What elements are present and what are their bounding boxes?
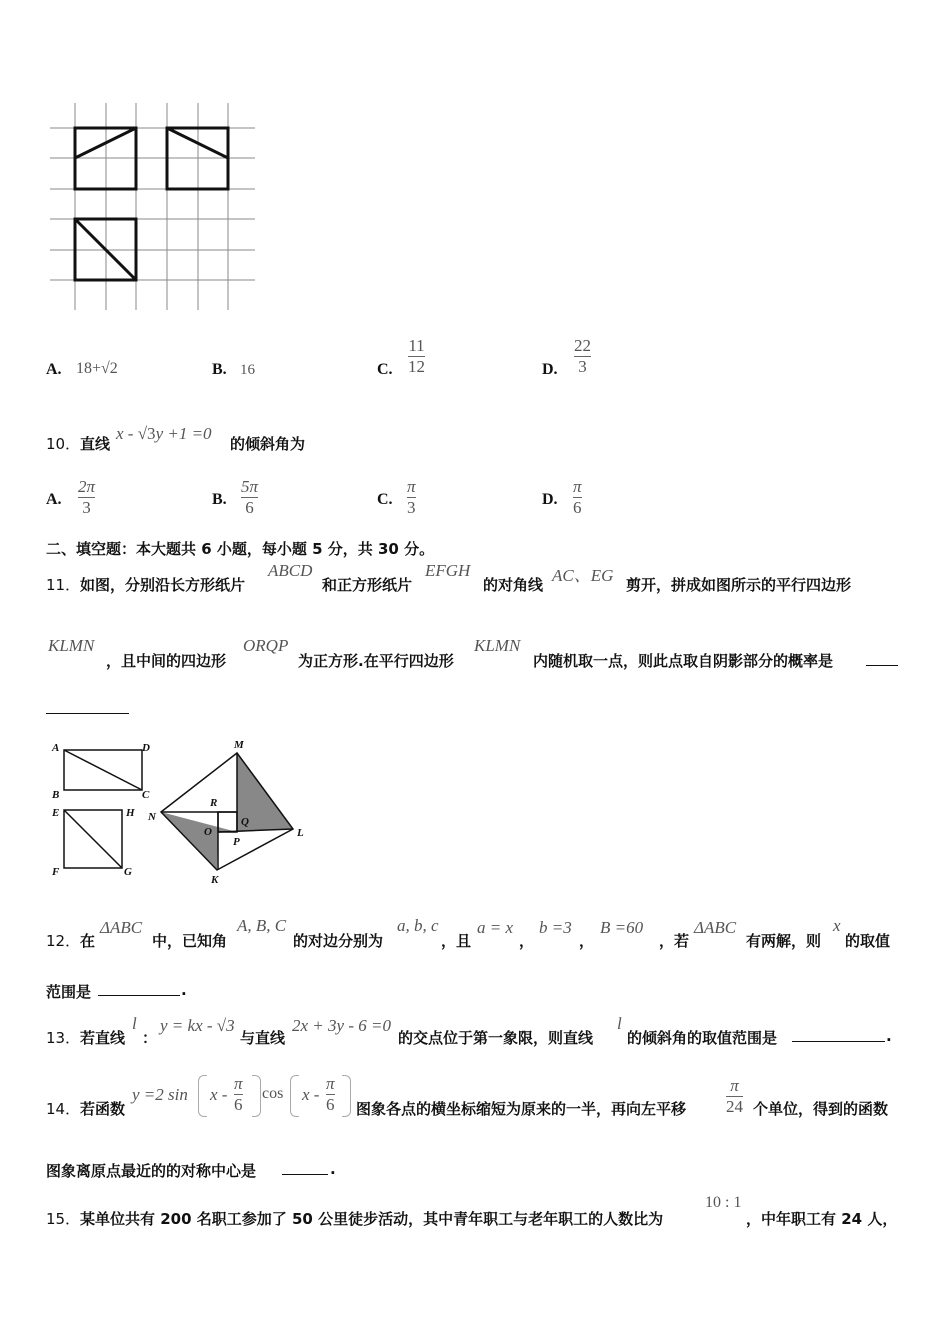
numerator: π [407,477,416,496]
q12-answer-blank[interactable] [98,995,180,996]
q9-grid-figure [40,98,270,313]
paren [198,1075,207,1117]
q12-math: ΔABC [694,918,737,937]
q12-math: b =3 [539,918,572,937]
q11-math: KLMN [48,636,95,655]
q13-math: 2x + 3y - 6 =0 [292,1016,391,1035]
q12-text: 中，已知角 [152,932,228,950]
q10-option-b-label: B. [212,491,227,508]
q11-math: EFGH [425,561,471,580]
q10-eq-part: y +1 =0 [155,424,212,443]
q12-math: a = x [477,918,514,937]
section-heading: 二、填空题：本大题共 6 小题，每小题 5 分，共 30 分。 [46,540,435,558]
q10-option-b-fraction [241,477,258,517]
numerator: π [573,477,582,496]
q12-number: 12． [46,932,81,950]
q10-number: 10． [46,435,81,453]
paren [342,1075,351,1117]
q10-text: 直线 [80,435,111,453]
q11-text: 如图，分别沿长方形纸片 [80,576,246,594]
q11-answer-blank[interactable] [866,665,898,666]
q9-option-b-label: B. [212,361,227,378]
label-L: L [297,827,304,839]
q12-math: A, B, C [237,916,287,935]
q12-text: 有两解，则 [746,932,822,950]
q9-option-d-label: D. [542,361,558,378]
q12-math: x [833,916,841,935]
q12-text: 的取值 [845,932,891,950]
q15-number: 15． [46,1210,81,1228]
q15-text: 某单位共有 200 名职工参加了 50 公里徒步活动，其中青年职工与老年职工的人数比为 [80,1210,664,1228]
q11-math: ABCD [268,561,313,580]
q9-option-c-label: C. [377,361,393,378]
q9-option-a-label: A. [46,361,62,378]
q9-option-c-fraction [408,336,425,376]
q14-number: 14． [46,1100,81,1118]
numerator: 5π [241,477,259,496]
q15-math: 10 : 1 [705,1194,742,1211]
label-F: F [52,866,60,878]
q14-text: 个单位，得到的函数 [753,1100,889,1118]
q9-option-b-value: 16 [240,362,255,378]
label-D: D [142,742,150,754]
q14-func-part: cos [262,1085,284,1102]
label-N: N [148,811,156,823]
numerator: π [326,1074,335,1093]
q10-equation [116,424,212,444]
q12-math: ΔABC [100,918,143,937]
q14-func-part: y =2 sin [132,1085,188,1104]
q14-text: 若函数 [80,1100,126,1118]
q11-figure [44,738,324,888]
q14-answer-blank[interactable] [282,1174,328,1175]
q14-func-part: x - [302,1085,320,1104]
label-B: B [52,789,60,801]
q14-text: . [330,1160,336,1178]
q12-text: ，且 [441,932,472,950]
q11-math: ORQP [243,636,289,655]
q14-func-part: x - [210,1085,228,1104]
q10-option-d-fraction [573,477,582,517]
q14-function [132,1072,350,1122]
q12-text: 范围是 [46,983,92,1001]
q12-text: 的对边分别为 [293,932,384,950]
q13-text: 若直线 [80,1029,126,1047]
denominator: 6 [245,497,254,517]
q10-option-a-label: A. [46,491,62,508]
q12-text: ，若 [659,932,690,950]
q11-text: 的对角线 [483,576,544,594]
label-O: O [204,826,212,838]
label-M: M [234,739,244,751]
label-R: R [210,797,218,809]
label-H: H [126,807,135,819]
q13-math: l [617,1014,622,1033]
q11-math: AC、EG [552,566,614,585]
q13-text: . [886,1027,892,1045]
q14-text: 图象离原点最近的的对称中心是 [46,1162,257,1180]
q10-eq-part: x - [116,424,138,443]
q11-text: 为正方形.在平行四边形 [298,652,454,670]
q13-number: 13． [46,1029,81,1047]
q10-text: 的倾斜角为 [230,435,306,453]
q11-number: 11． [46,576,81,594]
numerator: 11 [408,336,425,355]
q14-text: 图象各点的横坐标缩短为原来的一半，再向左平移 [356,1100,687,1118]
denominator: 3 [578,356,587,376]
q10-option-c-fraction [407,477,416,517]
paren [252,1075,261,1117]
q15-text: ，中年职工有 24 人， [746,1210,898,1228]
q12-text: ， [519,932,535,950]
q10-option-a-fraction [78,477,95,517]
q10-option-d-label: D. [542,491,558,508]
q10-eq-sqrt: √3 [137,424,156,443]
q12-text: . [181,981,187,999]
label-Q: Q [241,816,249,828]
label-G: G [124,866,132,878]
denominator: 3 [82,497,91,517]
paren [290,1075,299,1117]
q11-text: 剪开，拼成如图所示的平行四边形 [626,576,852,594]
q11-answer-blank-cont[interactable] [46,713,129,714]
q11-text: 和正方形纸片 [322,576,413,594]
denominator: 12 [408,356,425,376]
denominator: 6 [234,1094,243,1114]
q9-option-a-value: 18+√2 [76,360,118,377]
q12-math: a, b, c [397,916,439,935]
label-C: C [142,789,150,801]
numerator: 22 [574,336,591,355]
q13-math: l [132,1014,137,1033]
q13-answer-blank[interactable] [792,1041,885,1042]
q12-text: ， [579,932,595,950]
denominator: 6 [573,497,582,517]
numerator: 2π [78,477,96,496]
numerator: π [234,1074,243,1093]
denominator: 6 [326,1094,335,1114]
q11-math: KLMN [474,636,521,655]
q12-text: 在 [80,932,96,950]
q13-text: ： [142,1029,158,1047]
q13-math: y = kx - √3 [160,1016,235,1035]
q13-text: 的倾斜角的取值范围是 [627,1029,778,1047]
numerator: π [730,1076,739,1095]
q11-text: ，且中间的四边形 [106,652,227,670]
q10-option-c-label: C. [377,491,393,508]
q9-option-d-fraction [574,336,591,376]
q13-text: 的交点位于第一象限，则直线 [398,1029,594,1047]
label-E: E [52,807,60,819]
denominator: 24 [726,1096,743,1116]
denominator: 3 [407,497,416,517]
q14-frac-2 [326,1074,335,1114]
label-K: K [211,874,219,886]
q14-frac-1 [234,1074,243,1114]
q14-shift-fraction [726,1076,743,1116]
q11-text: 内随机取一点，则此点取自阴影部分的概率是 [533,652,834,670]
q13-text: 与直线 [240,1029,286,1047]
q12-math: B =60 [600,918,644,937]
label-P: P [233,836,240,848]
label-A: A [52,742,60,754]
